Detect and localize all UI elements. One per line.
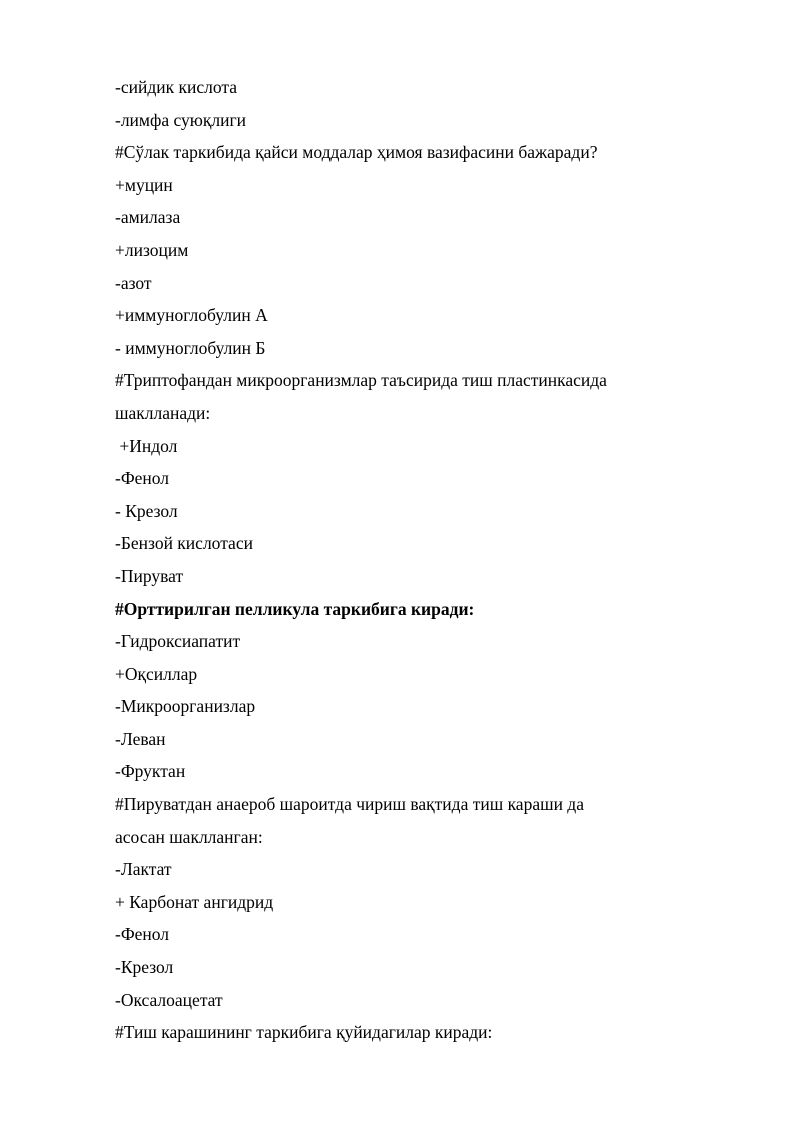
answer-option-correct: +муцин bbox=[115, 174, 173, 195]
answer-option: - Крезол bbox=[115, 500, 178, 521]
answer-option: -Фенол bbox=[115, 468, 170, 489]
answer-option: -Фенол bbox=[115, 924, 170, 945]
question-line: #Тиш карашининг таркибига қуйидагилар киради: bbox=[115, 1022, 493, 1043]
answer-option-correct: +иммуноглобулин А bbox=[115, 305, 268, 326]
question-line: #Сўлак таркибида қайси моддалар ҳимоя вазифасини бажаради? bbox=[115, 142, 598, 163]
answer-option-correct: +Индол bbox=[115, 435, 178, 456]
answer-option: -Оксалоацетат bbox=[115, 989, 223, 1010]
answer-option: -Бензой кислотаси bbox=[115, 533, 253, 554]
answer-option-correct: +лизоцим bbox=[115, 239, 189, 260]
answer-option: - иммуноглобулин Б bbox=[115, 337, 266, 358]
question-line: #Пируватдан анаероб шароитда чириш вақтида тиш караши да bbox=[115, 794, 584, 815]
text-lines bbox=[115, 71, 715, 1049]
question-line: #Орттирилган пелликула таркибига киради: bbox=[115, 598, 475, 619]
answer-option: -Пируват bbox=[115, 565, 184, 586]
answer-option: -лимфа суюқлиги bbox=[115, 109, 246, 130]
answer-option: -азот bbox=[115, 272, 152, 293]
answer-option-correct: +Оқсиллар bbox=[115, 663, 198, 684]
answer-option: -Крезол bbox=[115, 957, 174, 978]
text-line: шаклланади: bbox=[115, 402, 211, 423]
answer-option: -сийдик кислота bbox=[115, 77, 237, 97]
question-line: #Триптофандан микроорганизмлар таъсирида тиш пластинкасида bbox=[115, 370, 607, 391]
answer-option: -Леван bbox=[115, 728, 166, 749]
answer-option: -Микроорганизлар bbox=[115, 696, 256, 717]
answer-option: -амилаза bbox=[115, 207, 181, 228]
text-line: асосан шаклланган: bbox=[115, 826, 263, 847]
answer-option: -Фруктан bbox=[115, 761, 186, 782]
answer-option: -Лактат bbox=[115, 859, 172, 880]
answer-option-correct: + Карбонат ангидрид bbox=[115, 891, 274, 912]
answer-option: -Гидроксиапатит bbox=[115, 631, 241, 652]
